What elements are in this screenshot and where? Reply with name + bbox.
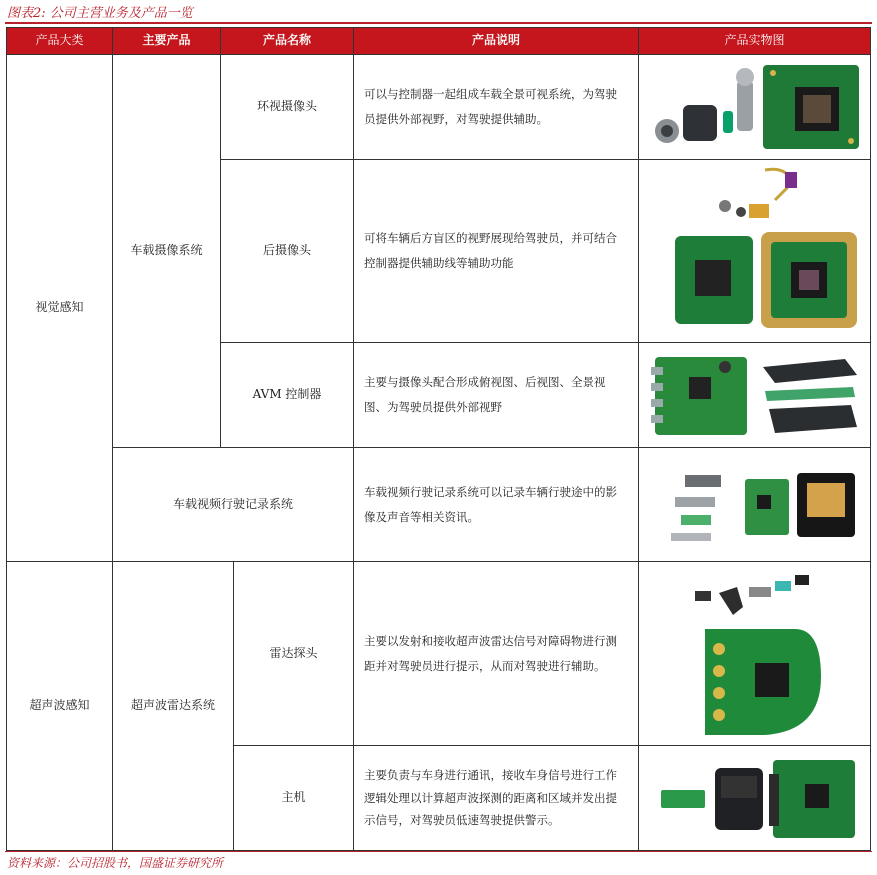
photo-dvr-system — [638, 447, 871, 562]
host-image — [645, 750, 865, 846]
dvr-image — [645, 453, 865, 557]
main-product-radar-system: 超声波雷达系统 — [112, 561, 234, 851]
desc-radar-probe: 主要以发射和接收超声波雷达信号对障碍物进行测距并对驾驶员进行提示，从而对驾驶进行辅助。 — [353, 561, 639, 746]
desc-rear-camera: 可将车辆后方盲区的视野展现给驾驶员，并可结合控制器提供辅助线等辅助功能 — [353, 159, 639, 343]
desc-dvr-system: 车载视频行驶记录系统可以记录车辆行驶途中的影像及声音等相关资讯。 — [353, 447, 639, 562]
source-divider — [5, 851, 872, 852]
category-visual: 视觉感知 — [6, 54, 113, 562]
product-host: 主机 — [233, 745, 354, 851]
radar-probe-image — [645, 567, 865, 741]
main-product-camera-system: 车载摄像系统 — [112, 54, 221, 448]
header-category: 产品大类 — [6, 27, 113, 55]
surround-camera-image — [645, 59, 865, 155]
product-radar-probe: 雷达探头 — [233, 561, 354, 746]
photo-host — [638, 745, 871, 851]
header-photo: 产品实物图 — [638, 27, 871, 55]
photo-surround-camera — [638, 54, 871, 160]
product-avm-controller: AVM 控制器 — [220, 342, 354, 448]
product-dvr-system: 车载视频行驶记录系统 — [112, 447, 354, 562]
rear-camera-image — [645, 164, 865, 338]
header-main-product: 主要产品 — [112, 27, 221, 55]
source-note: 资料来源：公司招股书，国盛证券研究所 — [7, 856, 224, 870]
header-product-name: 产品名称 — [220, 27, 354, 55]
figure-caption: 图表2: 公司主营业务及产品一览 — [7, 6, 193, 21]
photo-radar-probe — [638, 561, 871, 746]
product-surround-camera: 环视摄像头 — [220, 54, 354, 160]
header-description: 产品说明 — [353, 27, 639, 55]
avm-controller-image — [645, 347, 865, 443]
photo-avm-controller — [638, 342, 871, 448]
caption-divider — [5, 22, 872, 24]
product-rear-camera: 后摄像头 — [220, 159, 354, 343]
photo-rear-camera — [638, 159, 871, 343]
desc-avm-controller: 主要与摄像头配合形成俯视图、后视图、全景视图、为驾驶员提供外部视野 — [353, 342, 639, 448]
desc-host: 主要负责与车身进行通讯，接收车身信号进行工作逻辑处理以计算超声波探测的距离和区域并发出提示信号，对驾驶员低速驾驶提供警示。 — [353, 745, 639, 851]
desc-surround-camera: 可以与控制器一起组成车载全景可视系统，为驾驶员提供外部视野，对驾驶提供辅助。 — [353, 54, 639, 160]
category-ultrasonic: 超声波感知 — [6, 561, 113, 851]
